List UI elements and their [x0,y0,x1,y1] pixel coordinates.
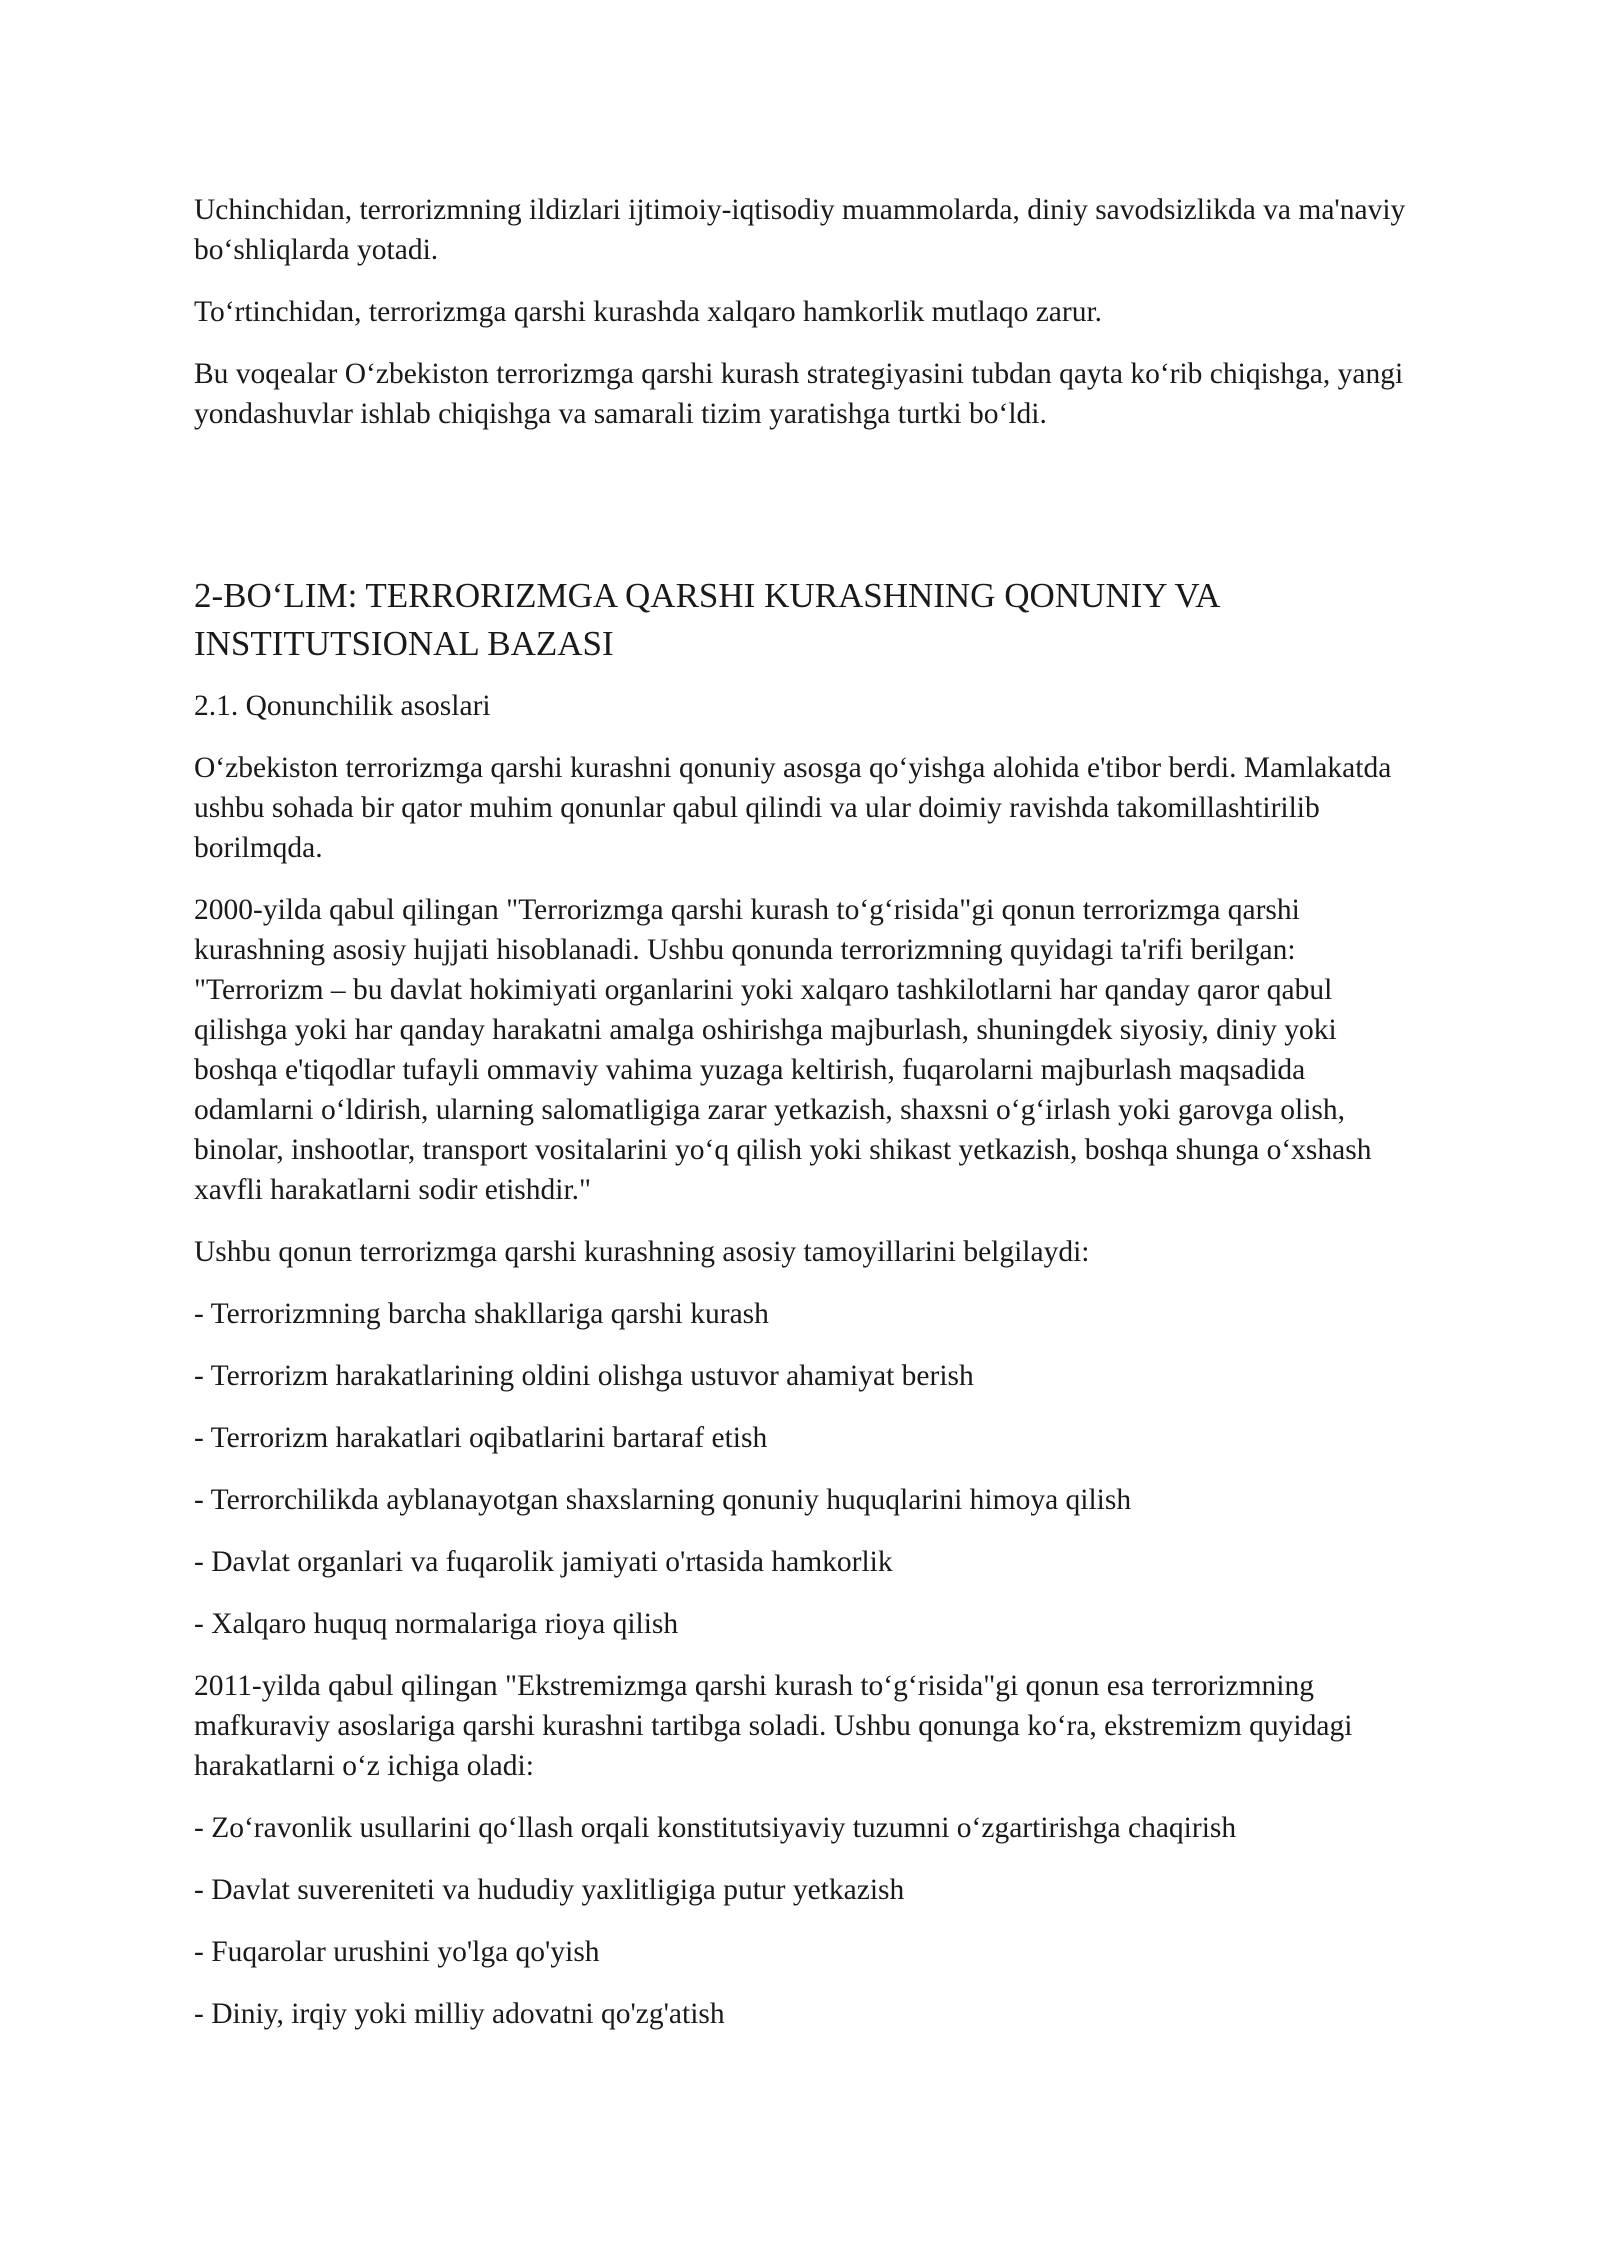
principle-item: - Xalqaro huquq normalariga rioya qilish [194,1608,679,1640]
paragraph-tortinchidan: To‘rtinchidan, terrorizmga qarshi kurashda xalqaro hamkorlik mutlaqo zarur. [194,296,1103,328]
principle-item: - Terrorizmning barcha shakllariga qarshi kurash [194,1298,769,1330]
paragraph-2000-law: 2000-yilda qabul qilingan "Terrorizmga qarshi kurash to‘g‘risida"gi qonun terrorizmga qarshi kurashning asosiy hujjati hisoblanadi. Ushbu qonunda terrorizmning quyidagi ta'rifi berilgan: "Terrorizm – bu davlat hokimiyati organlarini yoki xalqaro tashkilotlarni har qanday qaror qabul qilishga yoki har qanday harakatni amalga oshirishga majburlash, shuningdek siyosiy, diniy yoki boshqa e'tiqodlar tufayli ommaviy vahima yuzaga keltirish, fuqarolarni majburlash maqsadida odamlarni o‘ldirish, ularning salomatligiga zarar yetkazish, shaxsni o‘g‘irlash yoki garovga olish, binolar, inshootlar, transport vositalarini yo‘q qilish yoki shikast yetkazish, boshqa shunga o‘xshash xavfli harakatlarni sodir etishdir." [194,894,1372,1206]
extremism-item: - Davlat suvereniteti va hududiy yaxlitligiga putur yetkazish [194,1874,905,1906]
subsection-heading: 2.1. Qonunchilik asoslari [194,690,491,722]
document-body [194,190,1414,2056]
paragraph-uchinchidan: Uchinchidan, terrorizmning ildizlari ijtimoiy-iqtisodiy muammolarda, diniy savodsizlikda va ma'naviy bo‘shliqlarda yotadi. [194,194,1406,266]
paragraph-2011-law: 2011-yilda qabul qilingan "Ekstremizmga qarshi kurash to‘g‘risida"gi qonun esa terrorizmning mafkuraviy asoslariga qarshi kurashni tartibga soladi. Ushbu qonunga ko‘ra, ekstremizm quyidagi harakatlarni o‘z ichiga oladi: [194,1670,1353,1782]
paragraph-bu-voqealar: Bu voqealar O‘zbekiston terrorizmga qarshi kurash strategiyasini tubdan qayta ko‘rib chiqishga, yangi yondashuvlar ishlab chiqishga va samarali tizim yaratishga turtki bo‘ldi. [194,358,1404,430]
principle-item: - Terrorizm harakatlari oqibatlarini bartaraf etish [194,1422,768,1454]
extremism-item: - Diniy, irqiy yoki milliy adovatni qo'zg'atish [194,1998,725,2030]
principle-item: - Terrorizm harakatlarining oldini olishga ustuvor ahamiyat berish [194,1360,974,1392]
extremism-item: - Zo‘ravonlik usullarini qo‘llash orqali konstitutsiyaviy tuzumni o‘zgartirishga chaqirish [194,1812,1237,1844]
principle-item: - Davlat organlari va fuqarolik jamiyati o'rtasida hamkorlik [194,1546,893,1578]
paragraph-principles-intro: Ushbu qonun terrorizmga qarshi kurashning asosiy tamoyillarini belgilaydi: [194,1236,1090,1268]
extremism-item: - Fuqarolar urushini yo'lga qo'yish [194,1936,600,1968]
section-heading: 2-BO‘LIM: TERRORIZMGA QARSHI KURASHNING QONUNIY VA INSTITUTSIONAL BAZASI [194,576,1219,663]
principle-item: - Terrorchilikda ayblanayotgan shaxslarning qonuniy huquqlarini himoya qilish [194,1484,1132,1516]
paragraph-intro: O‘zbekiston terrorizmga qarshi kurashni qonuniy asosga qo‘yishga alohida e'tibor berdi. Mamlakatda ushbu sohada bir qator muhim qonunlar qabul qilindi va ular doimiy ravishda takomillashtirilib borilmqda. [194,752,1392,864]
